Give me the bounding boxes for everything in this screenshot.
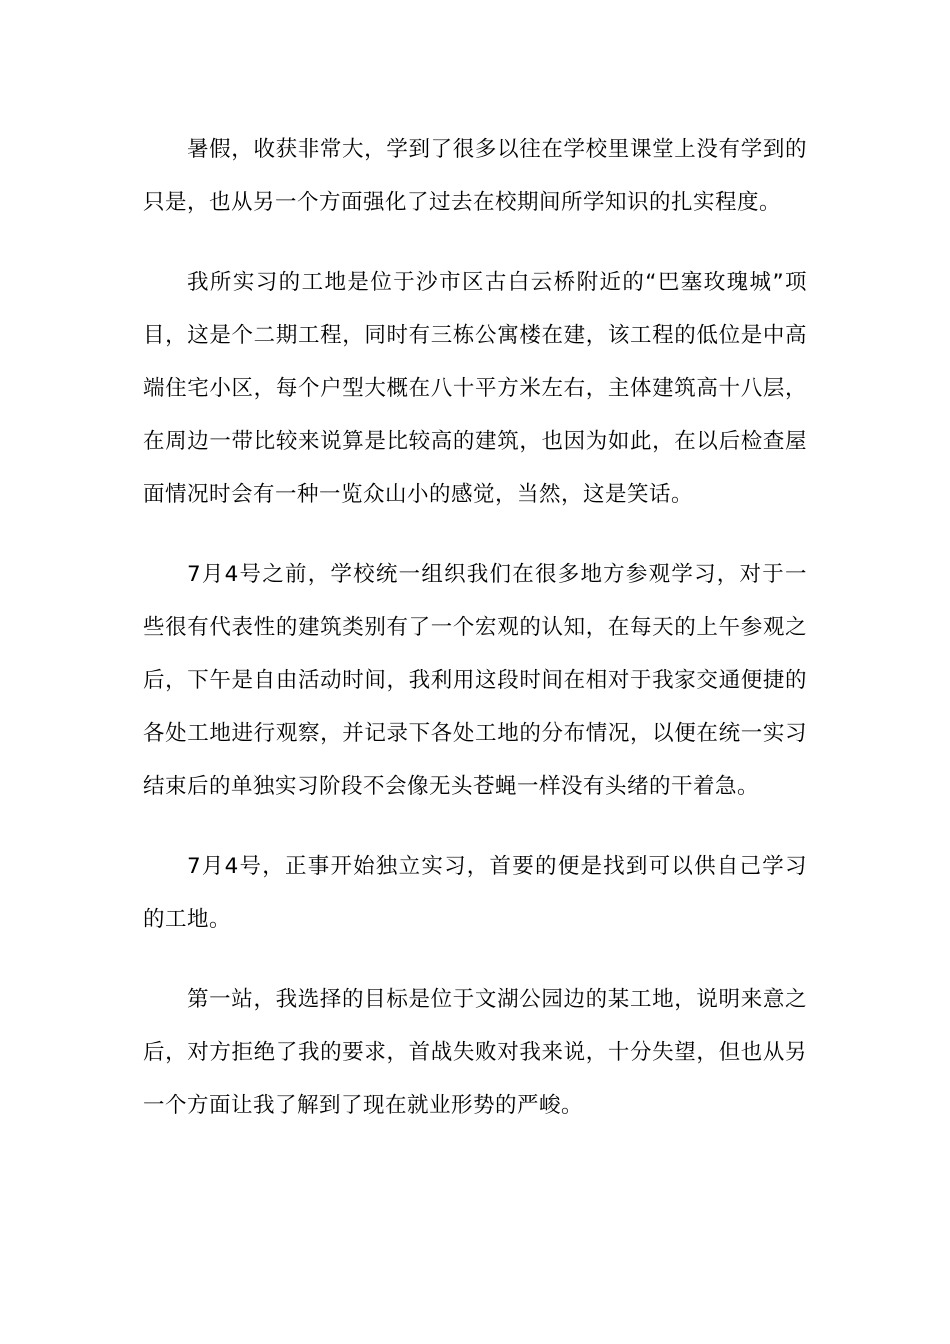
- paragraph-1: 暑假，收获非常大，学到了很多以往在学校里课堂上没有学到的只是，也从另一个方面强化了过去在校期间所学知识的扎实程度。: [143, 137, 807, 215]
- paragraph-3: 7月4号之前，学校统一组织我们在很多地方参观学习，对于一些很有代表性的建筑类别有了一个宏观的认知，在每天的上午参观之后，下午是自由活动时间，我利用这段时间在相对于我家交通便捷的各处工地进行观察，并记录下各处工地的分布情况，以便在统一实习结束后的单独实习阶段不会像无头苍蝇一样没有头绪的干着急。: [143, 562, 807, 799]
- document-body: [143, 123, 807, 1159]
- paragraph-4: 7月4号，正事开始独立实习，首要的便是找到可以供自己学习的工地。: [143, 854, 807, 932]
- paragraph-5: 第一站，我选择的目标是位于文湖公园边的某工地，说明来意之后，对方拒绝了我的要求，首战失败对我来说，十分失望，但也从另一个方面让我了解到了现在就业形势的严峻。: [143, 987, 807, 1118]
- paragraph-2: 我所实习的工地是位于沙市区古白云桥附近的“巴塞玫瑰城”项目，这是个二期工程，同时有三栋公寓楼在建，该工程的低位是中高端住宅小区，每个户型大概在八十平方米左右，主体建筑高十八层，在周边一带比较来说算是比较高的建筑，也因为如此，在以后检查屋面情况时会有一种一览众山小的感觉，当然，这是笑话。: [143, 270, 807, 507]
